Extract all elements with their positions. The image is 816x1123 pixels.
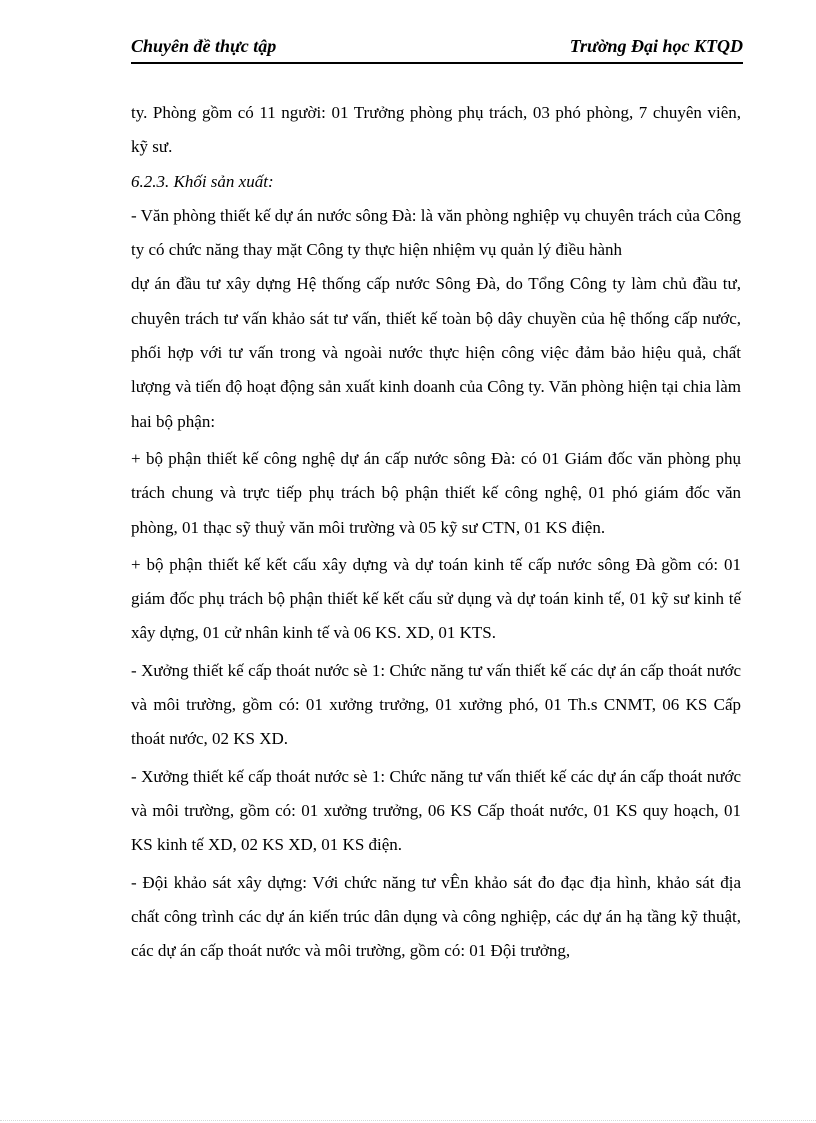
paragraph-survey-team: - Đội khảo sát xây dựng: Với chức năng tư vÊn khảo sát đo đạc địa hình, khảo sát địa chất công trình các dự án kiến trúc dân dụng và công nghiệp, các dự án hạ tầng kỹ thuật, các dự án cấp thoát nước và môi trường, gồm có: 01 Đội trưởng, [131, 872, 741, 961]
paragraph-workshop-1: - Xưởng thiết kế cấp thoát nước sè 1: Chức năng tư vấn thiết kế các dự án cấp thoát nước và môi trường, gồm có: 01 xưởng trưởng, 01 xưởng phó, 01 Th.s CNMT, 06 KS Cấp thoát nước, 02 KS XD. [131, 660, 741, 749]
document-body [131, 96, 741, 968]
paragraph-workshop-2: - Xưởng thiết kế cấp thoát nước sè 1: Chức năng tư vấn thiết kế các dự án cấp thoát nước và môi trường, gồm có: 01 xưởng trưởng, 06 KS Cấp thoát nước, 01 KS quy hoạch, 01 KS kinh tế XD, 02 KS XD, 01 KS điện. [131, 766, 741, 855]
paragraph-design-office: - Văn phòng thiết kế dự án nước sông Đà: là văn phòng nghiệp vụ chuyên trách của Công ty có chức năng thay mặt Công ty thực hiện nhiệm vụ quản lý điều hành [131, 205, 741, 260]
page-bottom-border [0, 1120, 816, 1121]
paragraph-structure-dept: + bộ phận thiết kế kết cấu xây dựng và dự toán kinh tế cấp nước sông Đà gồm có: 01 giám đốc phụ trách bộ phận thiết kế kết cấu sử dụng và dự toán kinh tế, 01 kỹ sư kinh tế xây dựng, 01 cử nhân kinh tế và 06 KS. XD, 01 KTS. [131, 554, 741, 643]
paragraph-tech-dept: + bộ phận thiết kế công nghệ dự án cấp nước sông Đà: có 01 Giám đốc văn phòng phụ trách chung và trực tiếp phụ trách bộ phận thiết kế công nghệ, 01 phó giám đốc văn phòng, 01 thạc sỹ thuỷ văn môi trường và 05 kỹ sư CTN, 01 KS điện. [131, 448, 741, 537]
paragraph-continuation: ty. Phòng gồm có 11 người: 01 Trưởng phòng phụ trách, 03 phó phòng, 7 chuyên viên, kỹ sư. [131, 103, 741, 157]
page-header [131, 36, 743, 64]
paragraph-design-office-cont: dự án đầu tư xây dựng Hệ thống cấp nước Sông Đà, do Tổng Công ty làm chủ đầu tư, chuyên trách tư vấn khảo sát tư vấn, thiết kế toàn bộ dây chuyền của hệ thống cấp nước, phối hợp với tư vấn trong và ngoài nước thực hiện công việc đảm bảo hiệu quả, chất lượng và tiến độ hoạt động sản xuất kinh doanh của Công ty. Văn phòng hiện tại chia làm hai bộ phận: [131, 274, 741, 431]
header-right-title: Trường Đại học KTQD [569, 36, 743, 56]
header-left-title: Chuyên đề thực tập [131, 36, 277, 56]
section-heading: 6.2.3. Khối sản xuất: [131, 171, 274, 191]
